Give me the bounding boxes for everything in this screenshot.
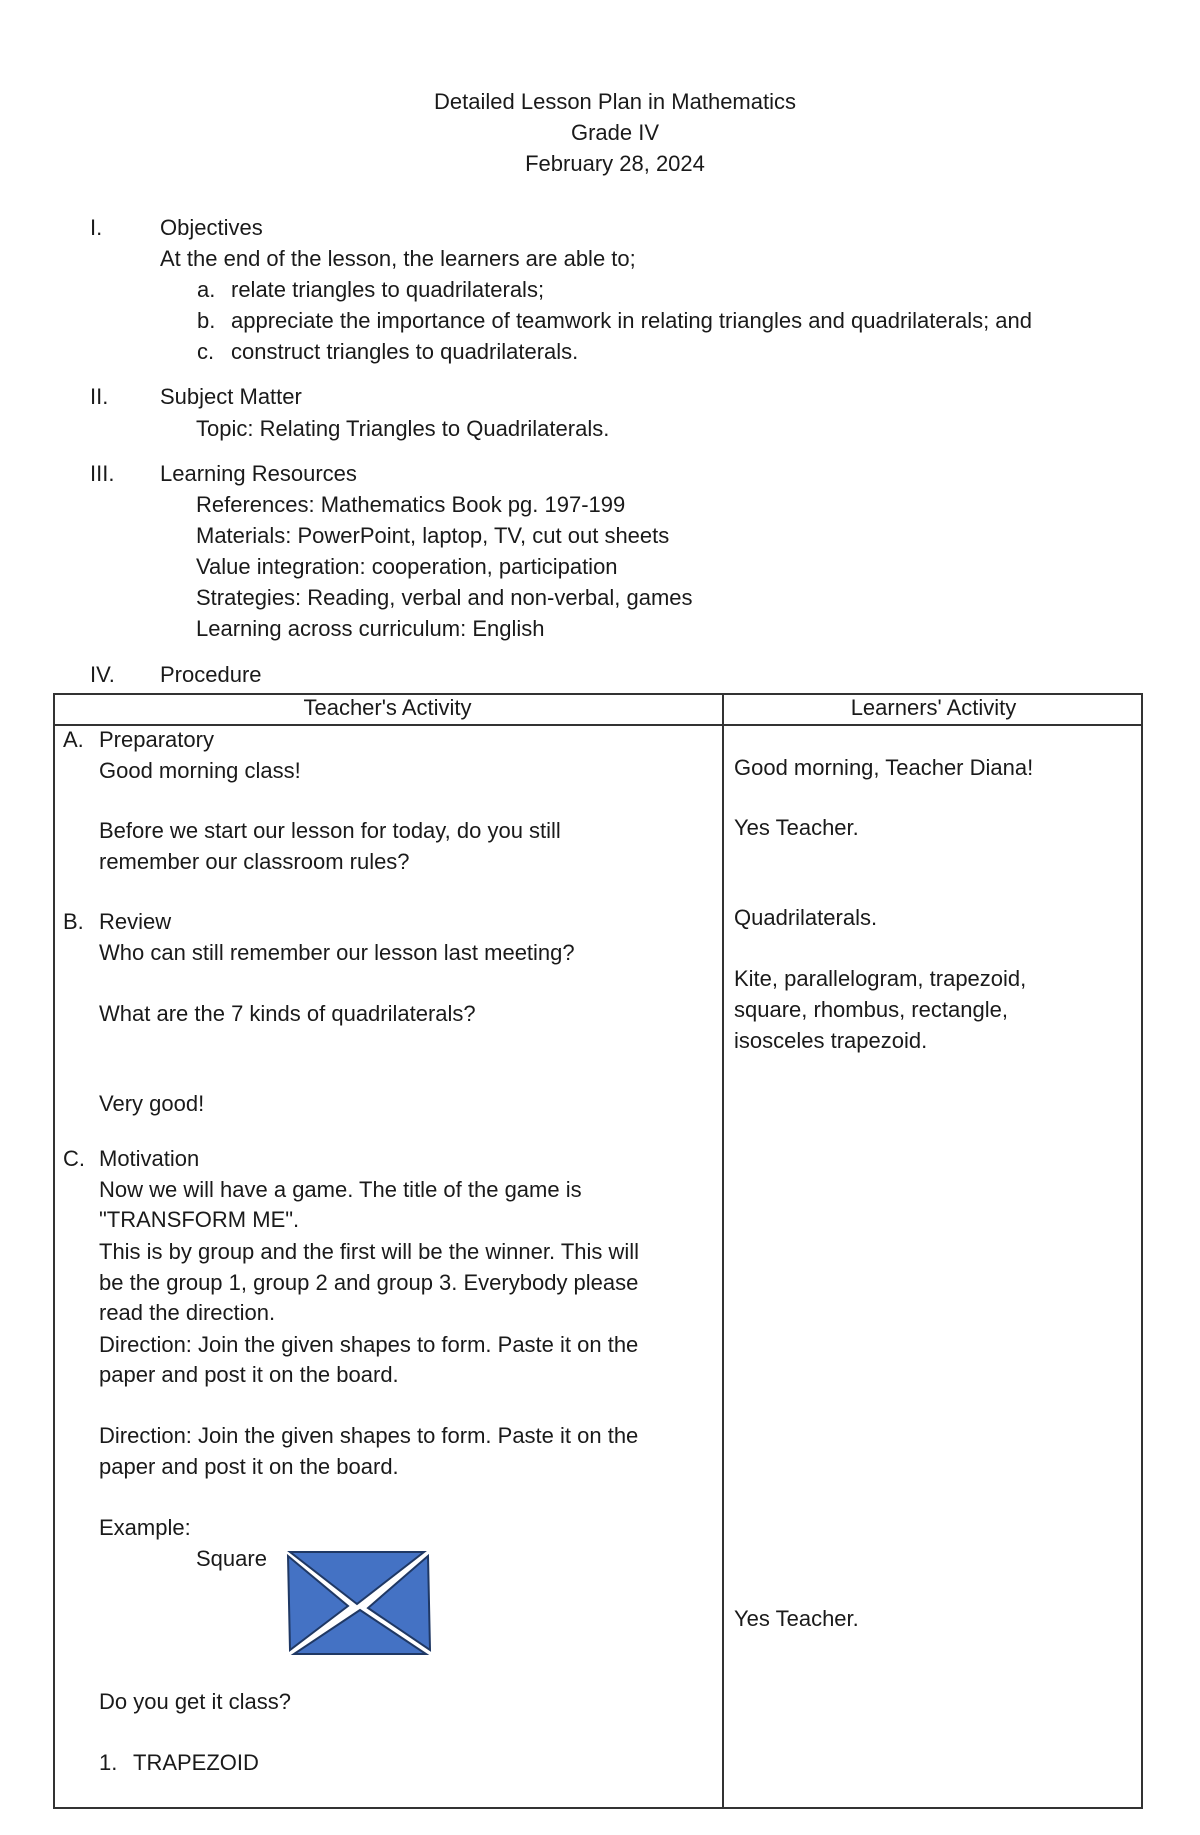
teacher-praise: Very good! (99, 1091, 205, 1116)
learners-kinds-line: Kite, parallelogram, trapezoid, (734, 966, 1027, 991)
review-question: Who can still remember our lesson last meeting? (99, 940, 575, 965)
subject-matter-heading: Subject Matter (160, 384, 302, 409)
learners-kinds-line: isosceles trapezoid. (734, 1028, 928, 1053)
task-item-number: 1. (99, 1750, 118, 1775)
learners-response: Quadrilaterals. (734, 905, 878, 930)
procedure-numeral: IV. (90, 662, 115, 687)
check-understanding-question: Do you get it class? (99, 1689, 291, 1714)
teacher-greeting: Good morning class! (99, 758, 301, 783)
motivation-line: be the group 1, group 2 and group 3. Everybody please (99, 1270, 639, 1295)
square-from-triangles-illustration (286, 1550, 434, 1656)
section-c-heading: Motivation (99, 1146, 200, 1171)
lesson-date: February 28, 2024 (525, 151, 705, 176)
learners-kinds-line: square, rhombus, rectangle, (734, 997, 1008, 1022)
objectives-numeral: I. (90, 215, 103, 240)
objective-item: appreciate the importance of teamwork in relating triangles and quadrilaterals; and (231, 308, 1033, 333)
grade-level: Grade IV (570, 120, 660, 145)
table-header-divider (53, 724, 1143, 726)
rules-question-line: Before we start our lesson for today, do you still (99, 818, 561, 843)
section-b-heading: Review (99, 909, 172, 934)
topic-line: Topic: Relating Triangles to Quadrilaterals. (196, 416, 610, 441)
task-item-text: TRAPEZOID (133, 1750, 259, 1775)
motivation-line: Direction: Join the given shapes to form. Paste it on the (99, 1332, 639, 1357)
section-c-letter: C. (63, 1146, 85, 1171)
motivation-line: paper and post it on the board. (99, 1362, 399, 1387)
learners-column-header: Learners' Activity (850, 695, 1017, 720)
learners-response: Yes Teacher. (734, 1606, 859, 1631)
objective-item: relate triangles to quadrilaterals; (231, 277, 545, 302)
motivation-line: Now we will have a game. The title of the game is (99, 1177, 582, 1202)
section-a-heading: Preparatory (99, 727, 214, 752)
motivation-line: "TRANSFORM ME". (99, 1207, 300, 1232)
procedure-heading: Procedure (160, 662, 262, 687)
objective-letter: a. (197, 277, 216, 302)
rules-question-line: remember our classroom rules? (99, 849, 410, 874)
objective-letter: b. (197, 308, 216, 333)
learners-greeting: Good morning, Teacher Diana! (734, 755, 1034, 780)
resource-line: Value integration: cooperation, participation (196, 554, 618, 579)
square-label: Square (196, 1546, 267, 1571)
resources-heading: Learning Resources (160, 461, 357, 486)
resource-line: Materials: PowerPoint, laptop, TV, cut out sheets (196, 523, 670, 548)
resources-numeral: III. (90, 461, 115, 486)
motivation-line: read the direction. (99, 1300, 276, 1325)
section-b-letter: B. (63, 909, 84, 934)
resource-line: Strategies: Reading, verbal and non-verbal, games (196, 585, 693, 610)
subject-matter-numeral: II. (90, 384, 109, 409)
objective-item: construct triangles to quadrilaterals. (231, 339, 579, 364)
review-question: What are the 7 kinds of quadrilaterals? (99, 1001, 476, 1026)
objectives-intro: At the end of the lesson, the learners are able to; (160, 246, 636, 271)
resource-line: Learning across curriculum: English (196, 616, 545, 641)
direction-line: paper and post it on the board. (99, 1454, 399, 1479)
direction-line: Direction: Join the given shapes to form. Paste it on the (99, 1423, 639, 1448)
teacher-column-header: Teacher's Activity (303, 695, 472, 720)
motivation-line: This is by group and the first will be the winner. This will (99, 1239, 640, 1264)
lesson-plan-title: Detailed Lesson Plan in Mathematics (434, 89, 796, 114)
resource-line: References: Mathematics Book pg. 197-199 (196, 492, 626, 517)
learners-response: Yes Teacher. (734, 815, 859, 840)
section-a-letter: A. (63, 727, 84, 752)
objectives-heading: Objectives (160, 215, 263, 240)
table-column-divider (722, 693, 724, 1809)
objective-letter: c. (197, 339, 215, 364)
example-label: Example: (99, 1515, 191, 1540)
